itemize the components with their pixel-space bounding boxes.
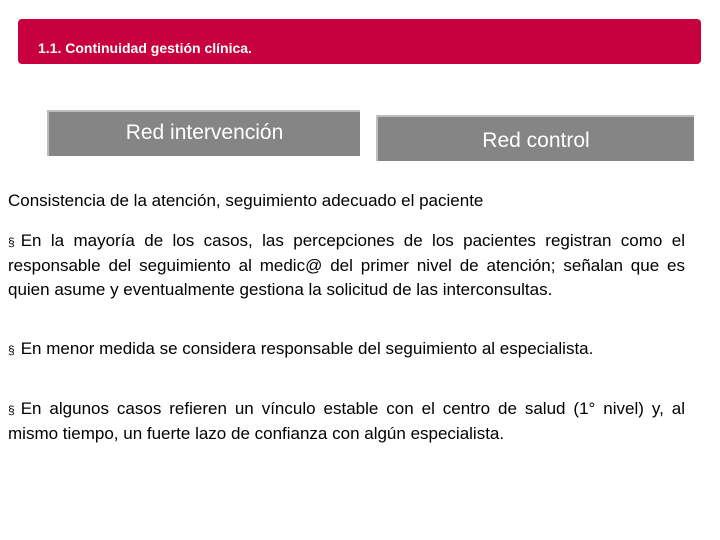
tab-red-intervencion[interactable]	[47, 110, 360, 156]
bullet-text: En algunos casos refieren un vínculo estable con el centro de salud (1° nivel) y, al mismo tiempo, un fuerte lazo de confianza con algún especialista.	[8, 399, 685, 443]
bullet-marker: §	[8, 235, 15, 249]
content-subtitle: Consistencia de la atención, seguimiento adecuado el paciente	[8, 191, 484, 210]
tab-red-control[interactable]	[376, 115, 694, 161]
tab-label: Red control	[482, 129, 590, 152]
bullet-marker: §	[8, 343, 15, 357]
bullet-marker: §	[8, 403, 15, 417]
tab-label: Red intervención	[125, 121, 284, 144]
bullet-item	[8, 397, 685, 446]
bullet-text: En la mayoría de los casos, las percepciones de los pacientes registran como el responsable del seguimiento al medic@ del primer nivel de atención; señalan que es quien asume y eventualmente gestiona la solicitud de las interconsultas.	[8, 231, 685, 299]
section-title: 1.1. Continuidad gestión clínica.	[38, 40, 252, 56]
bullet-text: En menor medida se considera responsable del seguimiento al especialista.	[20, 339, 594, 358]
bullet-item	[8, 337, 685, 362]
bullet-item	[8, 229, 685, 302]
